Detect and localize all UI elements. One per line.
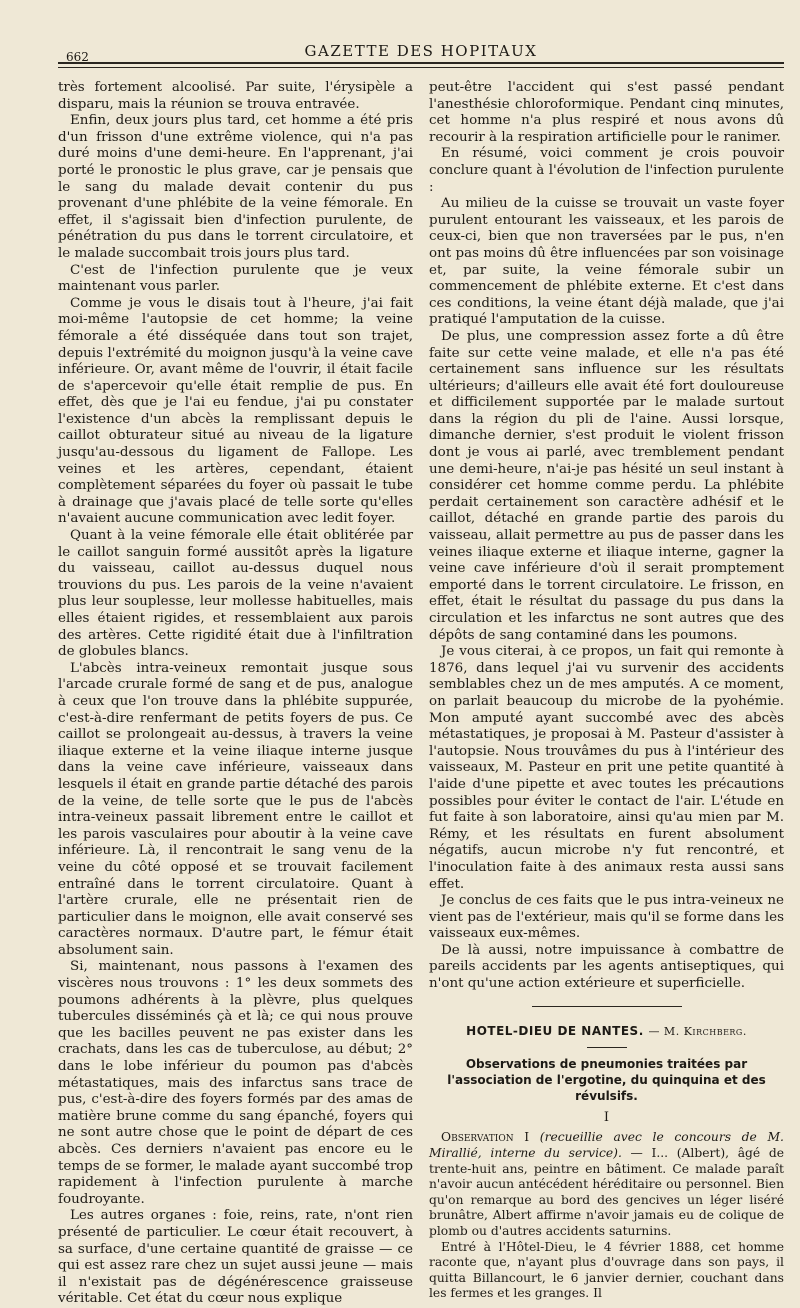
roman-numeral: I <box>603 1109 610 1125</box>
text-columns <box>58 80 784 1308</box>
journal-title: GAZETTE DES HOPITAUX <box>304 42 538 60</box>
article-title: Observations de pneumonies traitées par l'association de l'ergotine, du quinquina et des révulsifs. <box>447 1056 766 1103</box>
paragraph: De là aussi, notre impuissance à combattre de pareils accidents par les agents antiseptiques, qui n'ont qu'une action extérieure et superficielle. <box>429 942 784 992</box>
observation-source: (recueillie avec le concours de M. Mirallié, interne du service). <box>429 1130 784 1161</box>
observation-paragraph <box>429 1130 784 1239</box>
paragraph: C'est de l'infection purulente que je veux maintenant vous parler. <box>58 262 413 295</box>
paragraph: Comme je vous le disais tout à l'heure, j'ai fait moi-même l'autopsie de cet homme; la veine fémorale a été disséquée dans tout son trajet, depuis l'extrémité du moignon jusqu'à la veine cave inférieure. Or, avant même de l'ouvrir, il était facile de s'apercevoir qu'elle était remplie de pus. En effet, dès que je l'ai eu fendue, j'ai pu constater l'existence d'un abcès la remplissant depuis le caillot obturateur situé au niveau de la ligature jusqu'au-dessous du ligament de Fallope. Les veines et les artères, cependant, étaient complètement séparées du foyer où passait le tube à drainage que j'avais placé de telle sorte qu'elles n'avaient aucune communication avec ledit foyer. <box>58 295 413 527</box>
right-column <box>429 80 784 1308</box>
section-divider <box>429 999 784 1016</box>
section-heading <box>429 1023 784 1041</box>
paragraph: En résumé, voici comment je crois pouvoir conclure quant à l'évolution de l'infection purulente : <box>429 146 784 195</box>
paragraph: Les autres organes : foie, reins, rate, n'ont rien présenté de particulier. Le cœur était recouvert, à sa surface, d'une certaine quantité de graisse — ce qui est assez rare chez un sujet aussi jeune — mais il n'existait pas de dégénérescence graisseuse véritable. Cet état du cœur nous explique <box>58 1208 413 1307</box>
paragraph: peut-être l'accident qui s'est passé pendant l'anesthésie chloroformique. Pendant cinq minutes, cet homme n'a plus respiré et nous avons dû recourir à la respiration artificielle pour le ranimer. <box>429 80 784 145</box>
paragraph: Je vous citerai, à ce propos, un fait qui remonte à 1876, dans lequel j'ai vu survenir des accidents semblables chez un de mes amputés. A ce moment, on parlait beaucoup du microbe de la pyohémie. Mon amputé ayant succombé avec des abcès métastatiques, je proposai à M. Pasteur d'assister à l'autopsie. Nous trouvâmes du pus à l'intérieur des vaisseaux, M. Pasteur en prit une petite quantité à l'aide d'une pipette et avec toutes les précautions possibles pour éviter le contact de l'air. L'étude en fut faite à son laboratoire, ainsi qu'au mien par M. Rémy, et les résultats en furent absolument négatifs, aucun microbe n'y fut rencontré, et l'inoculation faite à des animaux resta aussi sans effet. <box>429 644 784 892</box>
paragraph: Quant à la veine fémorale elle était oblitérée par le caillot sanguin formé aussitôt après la ligature du vaisseau, caillot au-dessus duquel nous trouvions du pus. Les parois de la veine n'avaient plus leur souplesse, leur mollesse habituelles, mais elles étaient rigides, et ressemblaient aux parois des artères. Cette rigidité était due à l'infiltration de globules blancs. <box>58 528 413 660</box>
paragraph: Au milieu de la cuisse se trouvait un vaste foyer purulent entourant les vaisseaux, et les parois de ceux-ci, bien que non traversées par le pus, n'en ont pas moins dû être influencées par son voisinage et, par suite, la veine fémorale subir un commencement de phlébite externe. Et c'est dans ces conditions, la veine étant déjà malade, que j'ai pratiqué l'amputation de la cuisse. <box>429 196 784 328</box>
observation-paragraph: Entré à l'Hôtel-Dieu, le 4 février 1888, cet homme raconte que, n'ayant plus d'ouvrage dans son pays, il quitta Billancourt, le 6 janvier dernier, couchant dans les fermes et les granges. Il <box>429 1239 784 1301</box>
page-header <box>58 36 784 64</box>
observation-label: Observation I <box>441 1130 530 1145</box>
left-column <box>58 80 413 1308</box>
paragraph: Si, maintenant, nous passons à l'examen des viscères nous trouvons : 1° les deux sommets des poumons adhérents à la plèvre, plus quelques tubercules disséminés çà et là; ce qui nous prouve que les bacilles peuvent ne pas exister dans les crachats, dans les cas de tuberculose, au début; 2° dans le lobe inférieur du poumon pas d'abcès métastatiques, mais des infarctus sans trace de pus, c'est-à-dire des foyers formés par des amas de matière brune comme du sang épanché, foyers qui ne sont autre chose que le point de départ de ces abcès. Ces derniers n'avaient pas encore eu le temps de se former, le malade ayant succombé trop rapidement à l'infection purulente à marche foudroyante. <box>58 959 413 1207</box>
paragraph: Je conclus de ces faits que le pus intra-veineux ne vient pas de l'extérieur, mais qu'il se forme dans les vaisseaux eux-mêmes. <box>429 893 784 942</box>
short-rule <box>587 1047 627 1048</box>
paragraph: Enfin, deux jours plus tard, cet homme a été pris d'un frisson d'une extrême violence, qui n'a pas duré moins d'une demi-heure. En l'apprenant, j'ai porté le pronostic le plus grave, car je pensais que le sang du malade devait contenir du pus provenant d'une phlébite de la veine fémorale. En effet, il s'agissait bien d'infection purulente, de pénétration du pus dans le torrent circulatoire, et le malade succombait trois jours plus tard. <box>58 113 413 261</box>
page-number: 662 <box>66 50 89 64</box>
section-title: HOTEL-DIEU DE NANTES. <box>466 1024 644 1039</box>
paragraph: L'abcès intra-veineux remontait jusque sous l'arcade crurale formé de sang et de pus, analogue à ceux que l'on trouve dans la phlébite suppurée, c'est-à-dire renfermant de petits foyers de pus. Ce caillot se prolongeait au-dessus, à travers la veine iliaque externe et la veine iliaque interne jusque dans la veine cave inférieure, vaisseaux dans lesquels il était en grande partie détaché des parois de la veine, de telle sorte que le pus de l'abcès intra-veineux passait librement entre le caillot et les parois vasculaires pour aboutir à la veine cave inférieure. Là, il rencontrait le sang venu de la veine du côté opposé et se trouvait facilement entraîné dans le torrent circulatoire. Quant à l'artère crurale, elle ne présentait rien de particulier dans le moignon, elle avait conservé ses caractères normaux. D'autre part, le fémur était absolument sain. <box>58 660 413 958</box>
paragraph: De plus, une compression assez forte a dû être faite sur cette veine malade, et elle n'a pas été certainement sans influence sur les résultats ultérieurs; d'ailleurs elle avait été fort douloureuse et difficilement supportée par le malade surtout dans la région du pli de l'aine. Aussi lorsque, dimanche dernier, s'est produit le violent frisson dont je vous ai parlé, avec tremblement pendant une demi-heure, n'ai-je pas hésité un seul instant à considérer cet homme comme perdu. La phlébite perdait certainement son caractère adhésif et le caillot, détaché en grande partie des parois du vaisseau, allait permettre au pus de passer dans les veines iliaque externe et iliaque interne, gagner la veine cave inférieure d'où il serait promptement emporté dans le torrent circulatoire. Le frisson, en effet, était le résultat du passage du pus dans la circulation et les infarctus ne sont autres que des dépôts de sang contaminé dans les poumons. <box>429 328 784 643</box>
paragraph: très fortement alcoolisé. Par suite, l'érysipèle a disparu, mais la réunion se trouva entravée. <box>58 80 413 112</box>
section-author: — M. Kirchberg. <box>648 1025 747 1039</box>
observation-text: — I... (Albert), âgé de trente-huit ans, peintre en bâtiment. Ce malade paraît n'avoir aucun antécédent héréditaire ou personnel. Bien qu'on remarque au bord des gencives un léger liséré brunâtre, Albert affirme n'avoir jamais eu de colique de plomb ou d'autres accidents saturnins. <box>429 1146 784 1238</box>
